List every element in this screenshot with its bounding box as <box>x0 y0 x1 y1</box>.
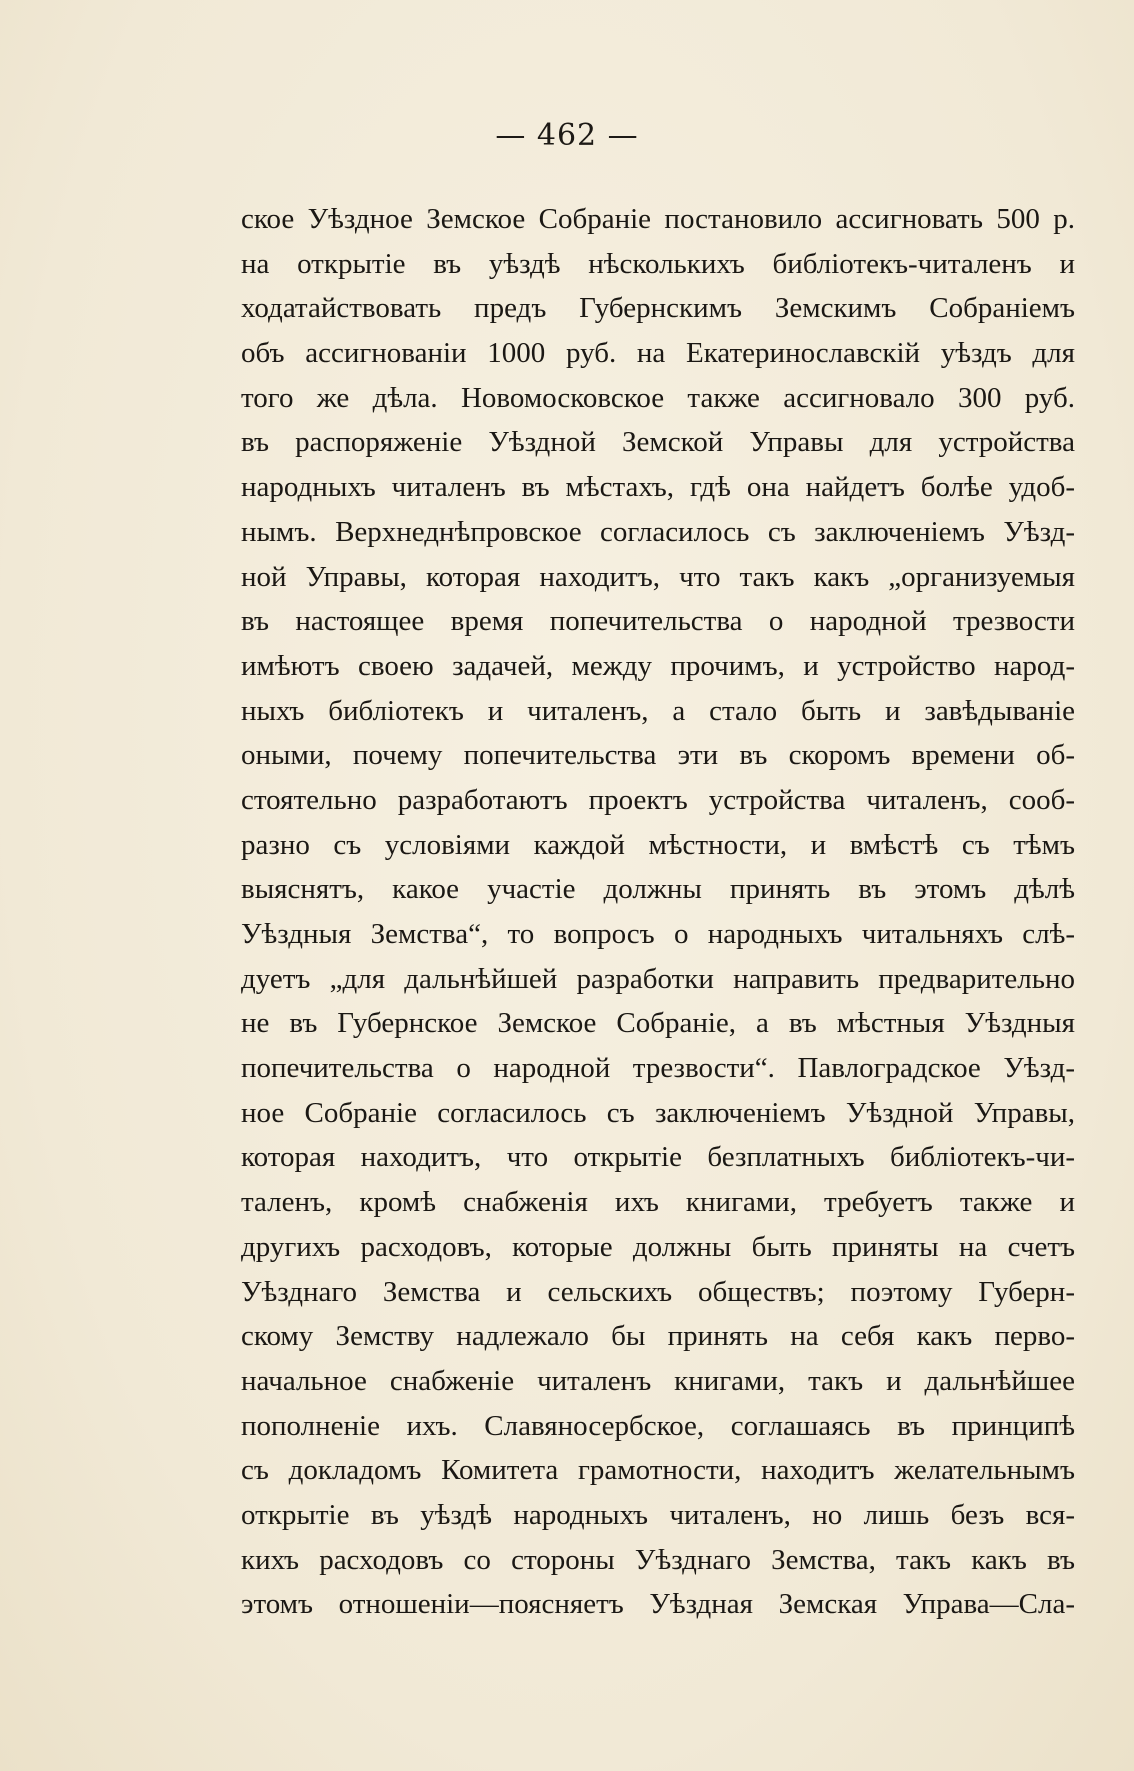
text-line: ной Управы, которая находитъ, что такъ какъ „организуемыя <box>241 560 1075 593</box>
text-line: открытіе въ уѣздѣ народныхъ читаленъ, но лишь безъ вся- <box>241 1498 1075 1531</box>
text-line: въ настоящее время попечительства о народной трезвости <box>241 605 1075 638</box>
text-line: того же дѣла. Новомосковское также ассигновало 300 руб. <box>241 381 1075 414</box>
text-line: въ распоряженіе Уѣздной Земской Управы для устройства <box>241 426 1075 459</box>
text-line: этомъ отношеніи—поясняетъ Уѣздная Земская Управа—Сла- <box>241 1588 1075 1621</box>
text-line: начальное снабженіе читаленъ книгами, такъ и дальнѣйшее <box>241 1364 1075 1397</box>
text-line: Уѣзднаго Земства и сельскихъ обществъ; поэтому Губерн- <box>241 1275 1075 1308</box>
text-line: народныхъ читаленъ въ мѣстахъ, гдѣ она найдетъ болѣе удоб- <box>241 471 1075 504</box>
text-line: кихъ расходовъ со стороны Уѣзднаго Земства, такъ какъ въ <box>241 1543 1075 1576</box>
text-line: имѣютъ своею задачей, между прочимъ, и устройство народ- <box>241 649 1075 682</box>
page-number: — 462 — <box>495 118 639 153</box>
text-line: стоятельно разработаютъ проектъ устройства читаленъ, сооб- <box>241 783 1075 816</box>
text-line: оными, почему попечительства эти въ скоромъ времени об- <box>241 739 1075 772</box>
text-line: выяснятъ, какое участіе должны принять въ этомъ дѣлѣ <box>241 873 1075 906</box>
text-line: разно съ условіями каждой мѣстности, и вмѣстѣ съ тѣмъ <box>241 828 1075 861</box>
text-line: Уѣздныя Земства“, то вопросъ о народныхъ читальняхъ слѣ- <box>241 918 1075 950</box>
text-line: ное Собраніе согласилось съ заключеніемъ Уѣздной Управы, <box>241 1096 1075 1129</box>
text-line: таленъ, кромѣ снабженія ихъ книгами, требуетъ также и <box>241 1186 1075 1219</box>
body-text <box>241 197 1075 1627</box>
text-line: которая находитъ, что открытіе безплатныхъ библіотекъ-чи- <box>241 1141 1075 1174</box>
text-line: другихъ расходовъ, которые должны быть приняты на счетъ <box>241 1230 1075 1263</box>
text-line: ходатайствовать предъ Губернскимъ Земскимъ Собраніемъ <box>241 292 1075 325</box>
text-line: съ докладомъ Комитета грамотности, находитъ желательнымъ <box>241 1454 1075 1487</box>
text-line: попечительства о народной трезвости“. Павлоградское Уѣзд- <box>241 1052 1075 1085</box>
text-line: на открытіе въ уѣздѣ нѣсколькихъ библіотекъ-читаленъ и <box>241 247 1075 280</box>
text-line: скому Земству надлежало бы принять на себя какъ перво- <box>241 1320 1075 1353</box>
text-line: ныхъ библіотекъ и читаленъ, а стало быть и завѣдываніе <box>241 694 1075 727</box>
text-line: дуетъ „для дальнѣйшей разработки направить предварительно <box>241 962 1075 995</box>
text-line: нымъ. Верхнеднѣпровское согласилось съ заключеніемъ Уѣзд- <box>241 515 1075 548</box>
text-line: пополненіе ихъ. Славяносербское, соглашаясь въ принципѣ <box>241 1409 1075 1442</box>
text-line: объ ассигнованіи 1000 руб. на Екатеринославскій уѣздъ для <box>241 337 1075 370</box>
text-line: не въ Губернское Земское Собраніе, а въ мѣстныя Уѣздныя <box>241 1007 1075 1040</box>
text-line: ское Уѣздное Земское Собраніе постановило ассигновать 500 р. <box>241 203 1075 235</box>
